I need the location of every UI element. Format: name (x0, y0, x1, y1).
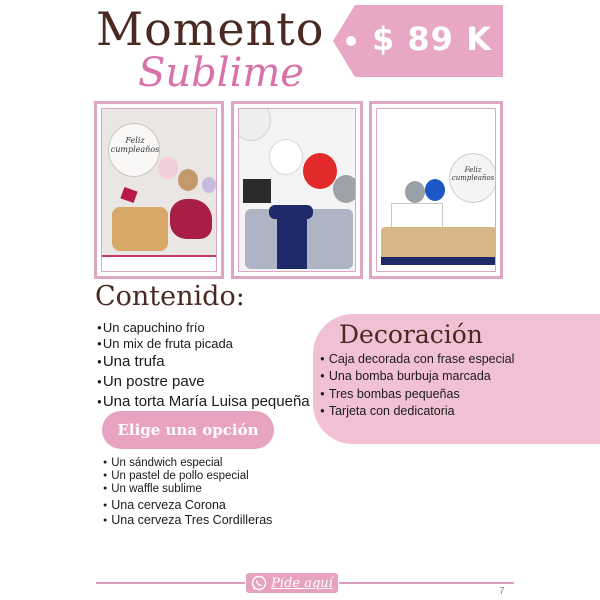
list-item: ● Un sándwich especial (103, 457, 272, 470)
list-item: ● Una trufa (97, 353, 310, 371)
list-item: ● Un mix de fruta picada (97, 336, 310, 352)
navy-ribbon (381, 257, 496, 265)
list-item: ● Un pastel de pollo especial (103, 470, 272, 483)
balloon-red (303, 153, 337, 189)
navy-bow (269, 205, 313, 219)
photo-3 (376, 108, 496, 272)
list-item: ● Una torta María Luisa pequeña (97, 393, 310, 411)
pide-aqui-label: Pide aquí (271, 575, 333, 591)
balloon-silver (405, 181, 425, 203)
elige-opcion-heading: Elige una opción (117, 421, 259, 439)
contenido-list (97, 320, 310, 411)
contenido-heading: Contenido: (95, 281, 245, 312)
opciones-list (103, 457, 272, 527)
balloon-gold (178, 169, 198, 191)
balloon-silver (333, 175, 356, 203)
balloon-text: Feliz cumpleaños (451, 166, 495, 182)
list-item: ● Caja decorada con frase especial (320, 351, 514, 368)
title-sublime: Sublime (138, 50, 304, 96)
balloon-pink (158, 157, 178, 179)
list-item: ● Tres bombas pequeñas (320, 386, 514, 403)
title-momento: Momento (96, 2, 325, 56)
clear-balloon (238, 108, 271, 141)
photo-1 (101, 108, 217, 272)
list-item: ● Una cerveza Corona (103, 498, 272, 512)
photo-frame-3 (369, 101, 503, 279)
ribbon (120, 187, 137, 203)
list-item: ● Una cerveza Tres Cordilleras (103, 513, 272, 527)
page-number: 7 (499, 586, 505, 597)
balloon-white (269, 139, 303, 175)
photo-frame-1 (94, 101, 224, 279)
price-label: $ 89 K (372, 20, 492, 58)
cake (112, 207, 168, 251)
flowers (170, 199, 212, 239)
list-item: ● Tarjeta con dedicatoria (320, 403, 514, 420)
balloon-blue (425, 179, 445, 201)
list-item: ● Una bomba burbuja marcada (320, 368, 514, 385)
list-item: ● Un waffle sublime (103, 483, 272, 496)
whatsapp-icon (251, 575, 267, 591)
list-item: ● Un postre pave (97, 373, 310, 391)
balloon-lilac (202, 177, 216, 193)
balloon-text: Feliz cumpleaños (110, 136, 160, 154)
pide-aqui-button[interactable] (245, 572, 339, 594)
price-tag-hole (346, 36, 356, 46)
tray (102, 255, 216, 272)
dark-item (243, 179, 271, 203)
decoracion-list (320, 351, 514, 420)
list-item: ● Un capuchino frío (97, 320, 310, 336)
photo-frame-2 (231, 101, 363, 279)
decoracion-heading: Decoración (339, 320, 483, 349)
elige-opcion-banner (102, 411, 274, 449)
photo-2 (238, 108, 356, 272)
